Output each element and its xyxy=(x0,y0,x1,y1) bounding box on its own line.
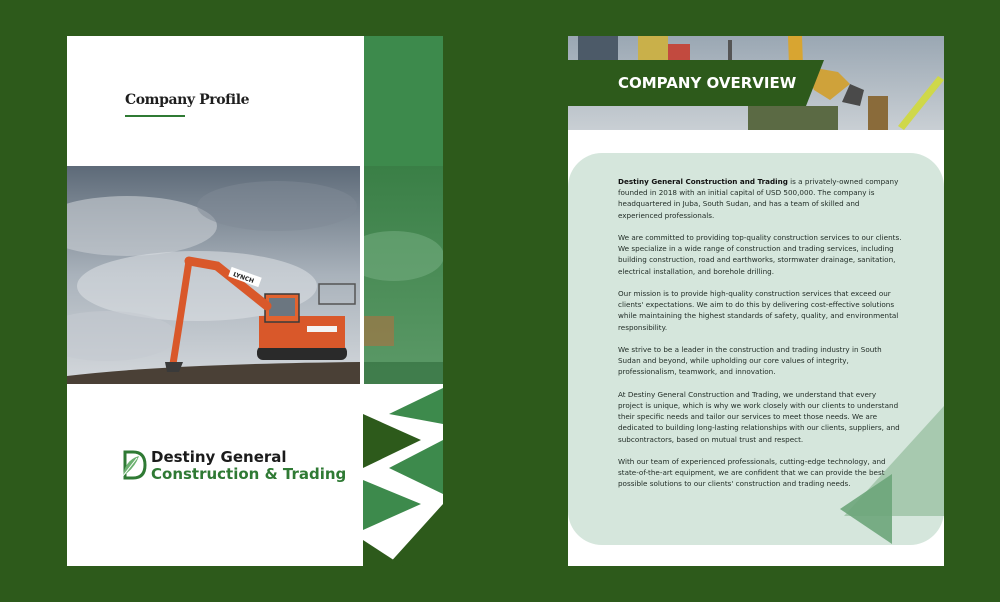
green-accent-block xyxy=(364,36,443,166)
company-name-bold: Destiny General Construction and Trading xyxy=(618,177,788,186)
brand-name-line2: Construction & Trading xyxy=(151,465,347,483)
overview-body xyxy=(618,176,902,501)
company-profile-title: Company Profile xyxy=(125,92,250,108)
overview-paragraph-5: At Destiny General Construction and Trading, we understand that every project is unique, which is why we work closely with our clients to understand their specific needs and tailor our services to meet those needs. We are dedicated to building long-lasting relationships with our clients, suppliers, and subcontractors, based on mutual trust and respect. xyxy=(618,389,900,444)
overview-paragraph-1 xyxy=(618,176,902,221)
excavator-photo xyxy=(67,166,360,384)
overview-paragraph-3: Our mission is to provide high-quality construction services that exceed our clients' expectations. We aim to do this by delivering cost-effective solutions while maintaining the highest standards of safety, quality, and environmental responsibility. xyxy=(618,289,899,332)
overview-paragraph-2: We are committed to providing top-quality construction services to our clients. We specialize in a wide range of construction and trading services, including building construction, road and earthworks, stormwater drainage, sanitation, electrical installation, and borehole drilling. xyxy=(618,233,902,276)
title-underline xyxy=(125,115,185,117)
leaf-d-logo-icon xyxy=(119,450,147,480)
excavator-sign: LYNCH xyxy=(232,271,255,286)
zigzag-triangle-decoration xyxy=(363,384,443,566)
overview-title: COMPANY OVERVIEW xyxy=(618,74,797,92)
company-overview-page xyxy=(568,36,944,566)
green-tinted-photo-strip xyxy=(364,166,443,384)
brand-name-line1: Destiny General xyxy=(151,448,287,466)
cover-page xyxy=(67,36,443,566)
overview-paragraph-1-rest: is a privately-owned company founded in 2018 with an initial capital of USD 500,000. The company is headquartered in Juba, South Sudan, and has a team of skilled and experienced professionals. xyxy=(618,177,899,220)
overview-paragraph-4: We strive to be a leader in the construction and trading industry in South Sudan and beyond, while upholding our core values of integrity, professionalism, teamwork, and innovation. xyxy=(618,345,882,377)
overview-paragraph-6: With our team of experienced professionals, cutting-edge technology, and state-of-the-art equipment, we are confident that we can provide the best possible solutions to our clients' construction and trading needs. xyxy=(618,457,886,489)
